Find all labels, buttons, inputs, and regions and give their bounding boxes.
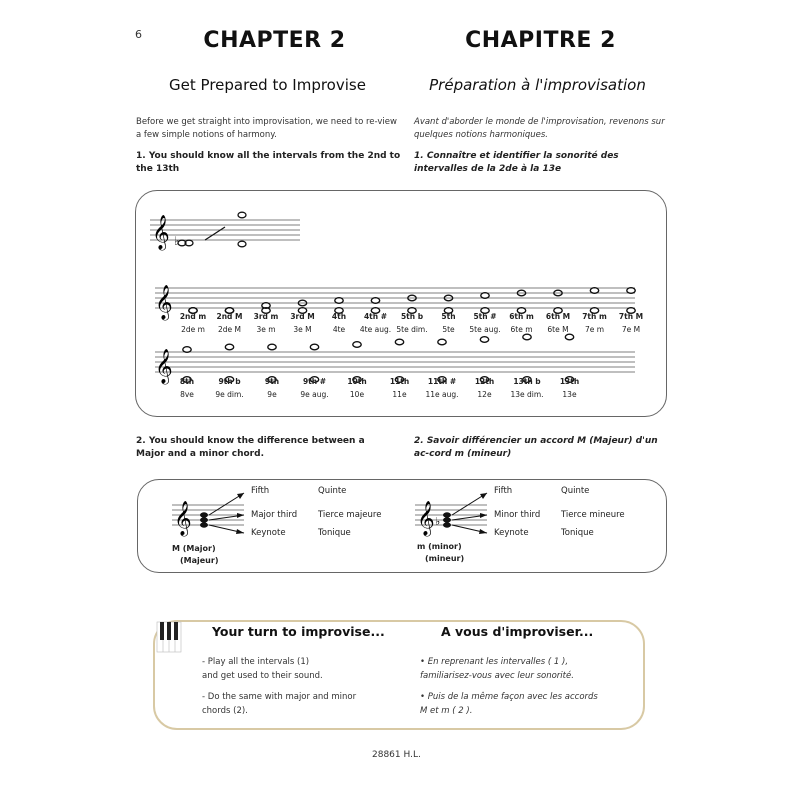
interval-label-en: 6th m bbox=[509, 312, 534, 321]
interval-label-en: 7th m bbox=[582, 312, 607, 321]
interval-label-fr: 8ve bbox=[180, 390, 194, 399]
arrow-icon bbox=[205, 227, 225, 240]
major-name-en: M (Major) bbox=[172, 544, 216, 553]
note-head bbox=[627, 288, 635, 294]
note-head bbox=[371, 298, 379, 304]
interval-label bbox=[283, 310, 323, 336]
interval-label-fr: 10e bbox=[349, 390, 365, 399]
interval-label bbox=[429, 310, 469, 336]
interval-label bbox=[465, 375, 505, 401]
minor-third-en: Minor third bbox=[494, 510, 541, 520]
minor-name-en: m (minor) bbox=[417, 542, 462, 551]
interval-label bbox=[246, 310, 286, 336]
interval-label bbox=[502, 310, 542, 336]
footer-code: 28861 H.L. bbox=[372, 750, 421, 760]
major-keynote-fr: Tonique bbox=[318, 528, 351, 538]
interval-label bbox=[507, 375, 547, 401]
interval-label bbox=[337, 375, 377, 401]
interval-label bbox=[392, 310, 432, 336]
note-head bbox=[590, 288, 598, 294]
treble-clef-icon: 𝄞 bbox=[155, 349, 173, 384]
interval-label-en: 9th # bbox=[302, 377, 327, 386]
minor-third-fr: Tierce mineure bbox=[561, 510, 625, 520]
interval-label-en: 13th bbox=[559, 377, 580, 386]
major-name-fr: (Majeur) bbox=[180, 556, 219, 565]
section1-fr: 1. Connaître et identifier la sonorité des intervalles de la 2de à la 13e bbox=[414, 151, 619, 174]
subtitle-fr: Préparation à l'improvisation bbox=[429, 76, 646, 94]
your-turn-fr-1b: familiarisez-vous avec leur sonorité. bbox=[420, 671, 574, 681]
interval-label bbox=[167, 375, 207, 401]
your-turn-fr-2 bbox=[420, 690, 598, 718]
interval-label-fr: 5te bbox=[442, 325, 455, 334]
treble-clef-icon: 𝄞 bbox=[152, 215, 170, 250]
interval-label bbox=[356, 310, 396, 336]
your-turn-fr-2a: • Puis de la même façon avec les accords bbox=[420, 692, 598, 702]
interval-label-en: 2nd M bbox=[216, 312, 243, 321]
interval-label-fr: 2de M bbox=[217, 325, 241, 334]
note-head bbox=[481, 293, 489, 299]
interval-label-en: 5th # bbox=[473, 312, 497, 321]
major-third-fr: Tierce majeure bbox=[318, 510, 382, 520]
interval-label-en: 4th bbox=[331, 312, 347, 321]
interval-label-en: 8th bbox=[179, 377, 195, 386]
flat-icon: ♭ bbox=[435, 515, 441, 528]
interval-label-en: 7th M bbox=[618, 312, 644, 321]
interval-label-fr: 6te M bbox=[547, 325, 569, 334]
interval-label-fr: 13e dim. bbox=[510, 390, 544, 399]
interval-label-fr: 3e m bbox=[256, 325, 276, 334]
your-turn-en-1 bbox=[202, 655, 323, 683]
your-turn-en-1b: and get used to their sound. bbox=[202, 671, 323, 681]
interval-label-fr: 13e bbox=[562, 390, 577, 399]
interval-label bbox=[538, 310, 578, 336]
example-staff bbox=[150, 210, 310, 250]
major-keynote-en: Keynote bbox=[251, 528, 286, 538]
interval-label bbox=[465, 310, 505, 336]
minor-fifth-en: Fifth bbox=[494, 486, 513, 496]
interval-label-en: 11th bbox=[389, 377, 410, 386]
interval-label-fr: 9e dim. bbox=[215, 390, 244, 399]
interval-label-en: 6th M bbox=[545, 312, 571, 321]
interval-label-fr: 5te aug. bbox=[469, 325, 501, 334]
your-turn-en-2b: chords (2). bbox=[202, 706, 248, 716]
interval-label bbox=[575, 310, 615, 336]
your-turn-fr-1a: • En reprenant les intervalles ( 1 ), bbox=[420, 657, 569, 667]
interval-label-fr: 4te bbox=[332, 325, 346, 334]
your-turn-en-1a: - Play all the intervals (1) bbox=[202, 657, 310, 667]
major-fifth-en: Fifth bbox=[251, 486, 270, 496]
interval-label-en: 3rd m bbox=[253, 312, 279, 321]
interval-label-en: 9th b bbox=[218, 377, 241, 386]
interval-label-fr: 2de m bbox=[181, 325, 205, 334]
interval-label bbox=[210, 375, 250, 401]
interval-label bbox=[380, 375, 420, 401]
interval-label-en: 13th b bbox=[513, 377, 541, 386]
interval-label-fr: 3e M bbox=[293, 325, 312, 334]
your-turn-en-2a: - Do the same with major and minor bbox=[202, 692, 357, 702]
interval-label bbox=[210, 310, 250, 336]
arrow-icon bbox=[209, 493, 244, 533]
major-fifth-fr: Quinte bbox=[318, 486, 347, 496]
page-number: 6 bbox=[135, 28, 142, 41]
interval-label-en: 5th bbox=[441, 312, 456, 321]
interval-label-en: 12th bbox=[474, 377, 495, 386]
subtitle-en: Get Prepared to Improvise bbox=[169, 76, 366, 94]
interval-label-en: 11th # bbox=[427, 377, 457, 386]
interval-label bbox=[611, 310, 651, 336]
minor-fifth-fr: Quinte bbox=[561, 486, 590, 496]
minor-chord-staff bbox=[415, 495, 495, 535]
interval-label-fr: 4te aug. bbox=[359, 325, 392, 334]
interval-label bbox=[252, 375, 292, 401]
major-third-en: Major third bbox=[251, 510, 298, 520]
section1-en: 1. You should know all the intervals from the 2nd to the 13th bbox=[136, 151, 401, 174]
interval-label-en: 3rd M bbox=[290, 312, 315, 321]
intro-fr: Avant d'aborder le monde de l'improvisation, revenons sur quelques notions harmoniques. bbox=[414, 117, 665, 140]
interval-label-fr: 7e M bbox=[621, 325, 641, 334]
interval-label-fr: 11e aug. bbox=[425, 390, 459, 399]
your-turn-title-en: Your turn to improvise... bbox=[212, 624, 385, 639]
interval-label-fr: 11e bbox=[392, 390, 407, 399]
interval-label bbox=[422, 375, 462, 401]
interval-label-fr: 7e m bbox=[584, 325, 605, 334]
major-chord-staff bbox=[172, 495, 252, 535]
chapter-title-fr: CHAPITRE 2 bbox=[465, 28, 616, 53]
your-turn-fr-1 bbox=[420, 655, 574, 683]
interval-label-fr: 9e aug. bbox=[300, 390, 329, 399]
interval-label-en: 10th bbox=[347, 377, 367, 386]
interval-label bbox=[295, 375, 335, 401]
flat-icon: ♭ bbox=[174, 234, 180, 248]
note-head bbox=[335, 298, 343, 304]
minor-name-fr: (mineur) bbox=[425, 554, 465, 563]
piano-keys-icon bbox=[157, 622, 181, 652]
treble-clef-icon: 𝄞 bbox=[417, 501, 435, 536]
minor-keynote-en: Keynote bbox=[494, 528, 529, 538]
intro-en: Before we get straight into improvisation, we need to re-view a few simple notions of harmony. bbox=[136, 117, 397, 140]
interval-label-en: 9th bbox=[264, 377, 280, 386]
your-turn-title-fr: A vous d'improviser... bbox=[441, 624, 594, 639]
interval-label-fr: 12e bbox=[477, 390, 492, 399]
chapter-title-en: CHAPTER 2 bbox=[203, 28, 346, 53]
your-turn-fr-2b: M et m ( 2 ). bbox=[420, 706, 473, 716]
interval-label-fr: 6te m bbox=[510, 325, 533, 334]
section2-en: 2. You should know the difference between a Major and a minor chord. bbox=[136, 436, 365, 459]
interval-label-fr: 5te dim. bbox=[396, 325, 428, 334]
minor-keynote-fr: Tonique bbox=[561, 528, 594, 538]
your-turn-en-2 bbox=[202, 690, 356, 718]
section2-fr: 2. Savoir différencier un accord M (Majeur) d'un ac-cord m (mineur) bbox=[414, 436, 658, 459]
interval-label-en: 2nd m bbox=[179, 312, 207, 321]
interval-label-fr: 9e bbox=[267, 390, 277, 399]
interval-label bbox=[550, 375, 590, 401]
arrow-icon bbox=[452, 493, 487, 533]
interval-label-en: 5th b bbox=[400, 312, 424, 321]
interval-label bbox=[173, 310, 213, 336]
treble-clef-icon: 𝄞 bbox=[174, 501, 192, 536]
interval-label bbox=[319, 310, 359, 336]
treble-clef-icon: 𝄞 bbox=[155, 285, 173, 320]
interval-label-en: 4th # bbox=[363, 312, 388, 321]
